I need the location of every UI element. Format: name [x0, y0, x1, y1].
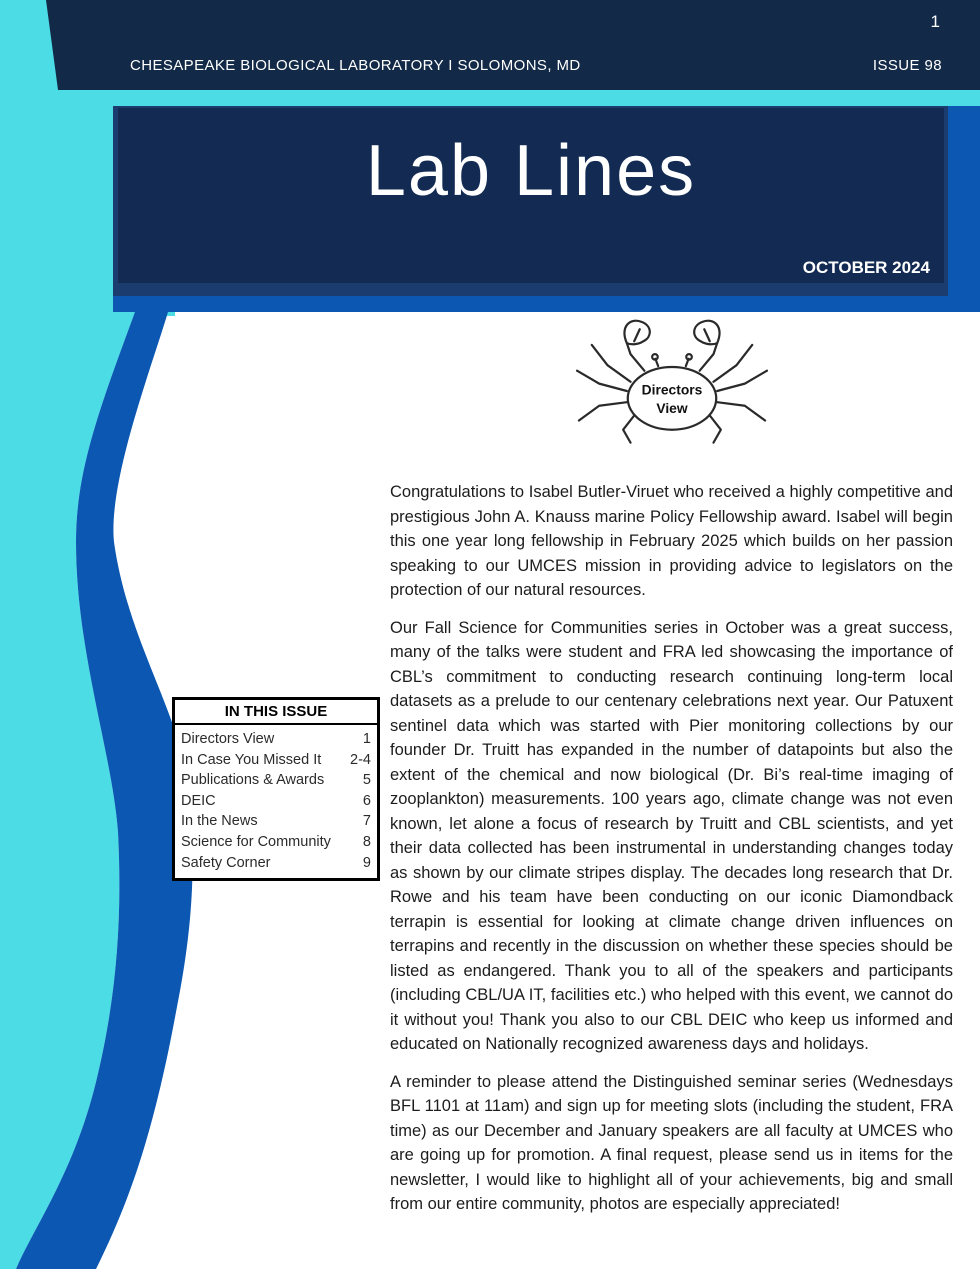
article-paragraph: Our Fall Science for Communities series in October was a great success, many of the talks were student and FRA led showcasing the importance of CBL’s commitment to conducting research continuing long-term local datasets as a prelude to our centenary celebrations next year. Our Patuxent sentinel data which was started with Pier monitoring collections by our founder Dr. Truitt has expanded in the number of datapoints but also the extent of the chemical and now biological (Dr. Bi’s real-time imaging of zooplankton) measurements. 100 years ago, climate change was not even known, let alone a focus of research by Truitt and CBL scientists, and yet their data collected has been instrumental in understanding changes today as shown by our climate stripes display. The decades long research that Dr. Rowe and his team have been conducting on our iconic Diamondback terrapin is essential for looking at climate change driven influences on terrapins and recently in the discussion on whether these species should be listed as endangered. Thank you to all of the speakers and participants (including CBL/UA IT, facilities etc.) who helped with this event, we cannot do it without you! Thank you also to our CBL DEIC who keep us informed and educated on Nationally recognized awareness days and holidays.: [390, 618, 953, 1053]
section-header-illustration: [390, 316, 953, 466]
toc-item-label: DEIC: [181, 792, 216, 809]
main-content-column: [390, 316, 953, 1217]
teal-divider-strip: [0, 90, 980, 106]
toc-item-page: 1: [362, 731, 371, 747]
toc-item-label: In Case You Missed It: [181, 751, 322, 768]
masthead-banner: [118, 108, 944, 283]
toc-item: [181, 811, 371, 832]
directors-view-label-line2: View: [655, 400, 688, 417]
header-bar: [0, 0, 980, 90]
toc-title: IN THIS ISSUE: [175, 703, 377, 725]
crab-icon: [566, 316, 778, 466]
toc-item: [181, 853, 371, 874]
toc-item-page: 7: [362, 813, 371, 830]
in-this-issue-box: [172, 697, 380, 881]
toc-item: [181, 729, 371, 750]
toc-item-page: 8: [362, 833, 371, 850]
article-paragraph: Congratulations to Isabel Butler-Viruet who received a highly competitive and prestigious John A. Knauss marine Policy Fellowship award. Isabel will begin this one year long fellowship in February 2025 which builds on her passion speaking to our UMCES mission in providing advice to legislators on the protection of our natural resources.: [390, 483, 953, 599]
toc-item-label: Science for Community: [181, 833, 331, 850]
toc-item-label: In the News: [181, 813, 258, 830]
directors-view-article: [390, 480, 953, 1217]
toc-item-label: Safety Corner: [181, 854, 271, 871]
directors-view-label-line1: Directors: [641, 381, 702, 398]
page-number: 1: [930, 12, 940, 31]
article-paragraph: A reminder to please attend the Distinguished seminar series (Wednesdays BFL 1101 at 11am) and sign up for meeting slots (including the student, FRA time) as our December and January speakers are all faculty at UMCES who are going up for promotion. A final request, please send us in items for the newsletter, I would like to highlight all of your achievements, big and small from our entire community, photos are especially appreciated!: [390, 1072, 953, 1213]
issue-number: ISSUE 98: [872, 57, 942, 74]
toc-item-label: Directors View: [181, 731, 275, 747]
toc-item-label: Publications & Awards: [181, 772, 325, 789]
toc-item-page: 6: [362, 792, 371, 809]
toc-item-page: 5: [362, 772, 371, 789]
toc-item: [181, 750, 371, 771]
toc-item-page: 9: [362, 854, 371, 871]
toc-item: [181, 770, 371, 791]
newsletter-title: Lab Lines: [365, 131, 697, 211]
toc-item-page: 2-4: [350, 751, 371, 768]
toc-item: [181, 832, 371, 853]
issue-date: OCTOBER 2024: [802, 258, 930, 277]
toc-item: [181, 791, 371, 812]
organization-name: CHESAPEAKE BIOLOGICAL LABORATORY I SOLOMONS, MD: [130, 57, 581, 74]
